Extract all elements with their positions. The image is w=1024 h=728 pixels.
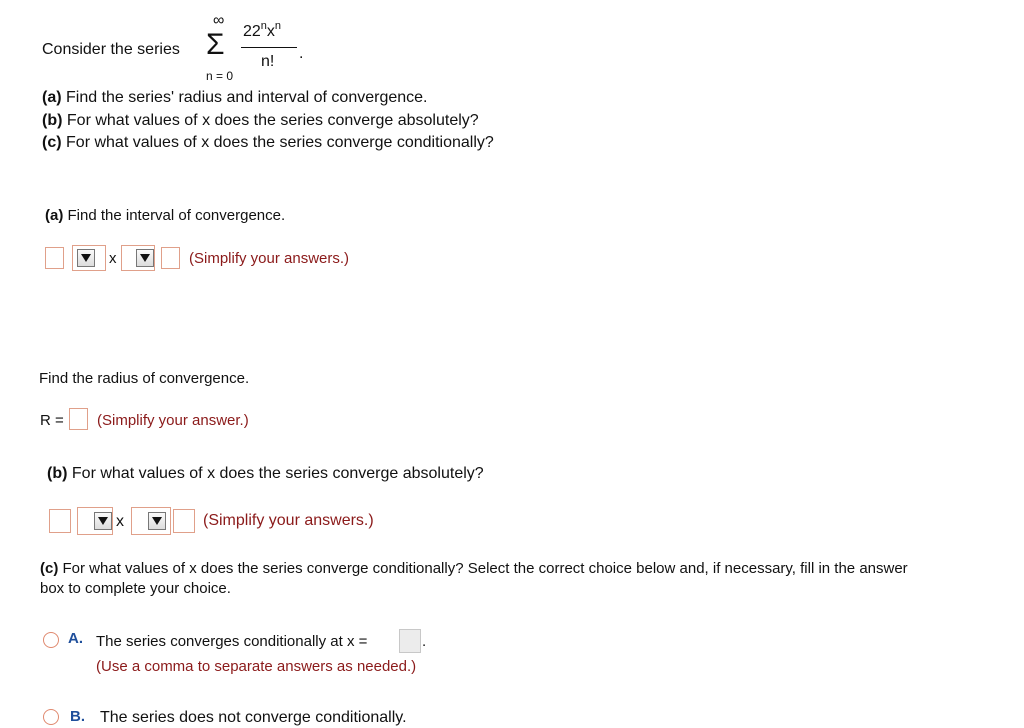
section-b-prompt: (b) For what values of x does the series converge absolutely? [47, 465, 484, 482]
section-c-prompt-continued: box to complete your choice. [40, 580, 231, 597]
choice-a-note: (Use a comma to separate answers as needed.) [96, 658, 417, 675]
choice-a-radio[interactable] [43, 632, 59, 648]
interval-lower-input[interactable] [45, 247, 64, 269]
radius-prompt: Find the radius of convergence. [39, 370, 250, 387]
sigma-icon: Σ [206, 28, 225, 61]
section-c-prompt: (c) For what values of x does the series converge conditionally? Select the correct choice below and, if necessary, fill in the answer [40, 560, 908, 577]
absolute-hint: (Simplify your answers.) [203, 512, 374, 529]
dropdown-arrow-icon [94, 512, 112, 530]
conditional-x-input[interactable] [399, 629, 421, 653]
interval-hint: (Simplify your answers.) [189, 250, 350, 267]
question-part-b: (b) For what values of x does the series converge absolutely? [42, 112, 479, 129]
dropdown-arrow-icon [77, 249, 95, 267]
interval-upper-input[interactable] [161, 247, 180, 269]
choice-b-text[interactable]: The series does not converge conditionally. [100, 709, 407, 726]
choice-a-letter: A. [68, 630, 83, 647]
radius-hint: (Simplify your answer.) [97, 412, 249, 429]
fraction-bar [241, 47, 297, 48]
interval-lower-inequality-select[interactable] [72, 245, 106, 271]
question-part-a: (a) Find the series' radius and interval of convergence. [42, 89, 428, 106]
series-denominator: n! [261, 53, 275, 70]
choice-a-text[interactable]: The series converges conditionally at x = [96, 633, 368, 650]
absolute-lower-inequality-select[interactable] [77, 507, 113, 535]
absolute-upper-input[interactable] [173, 509, 195, 533]
dropdown-arrow-icon [148, 512, 166, 530]
interval-x-label: x [109, 250, 117, 267]
sum-lower-limit: n = 0 [206, 69, 234, 83]
absolute-x-label: x [116, 513, 124, 530]
series-numerator: $22^nx^n$ [243, 20, 282, 40]
sum-upper-limit: ∞ [213, 12, 225, 29]
dropdown-arrow-icon [136, 249, 154, 267]
series-period: . [299, 45, 304, 62]
choice-b-letter: B. [70, 708, 85, 725]
absolute-lower-input[interactable] [49, 509, 71, 533]
radius-r-label: R = [40, 412, 64, 429]
series-intro: Consider the series [42, 41, 180, 58]
absolute-upper-inequality-select[interactable] [131, 507, 171, 535]
section-a-prompt: (a) Find the interval of convergence. [45, 207, 286, 224]
interval-upper-inequality-select[interactable] [121, 245, 155, 271]
choice-b-radio[interactable] [43, 709, 59, 725]
question-part-c: (c) For what values of x does the series converge conditionally? [42, 134, 494, 151]
choice-a-period: . [422, 633, 427, 650]
radius-input[interactable] [69, 408, 88, 430]
